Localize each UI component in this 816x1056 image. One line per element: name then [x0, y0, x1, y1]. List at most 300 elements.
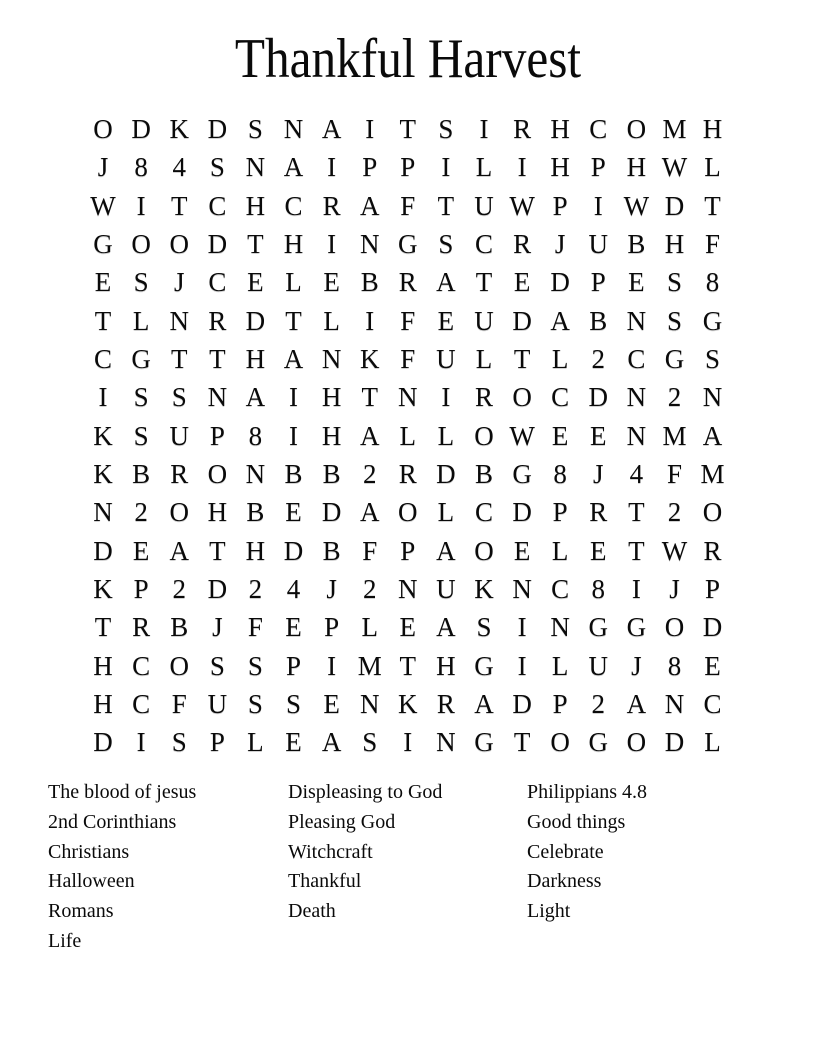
grid-cell: L — [399, 420, 417, 451]
grid-cell: A — [702, 420, 723, 451]
grid-cell: G — [398, 228, 418, 259]
grid-cell: D — [93, 535, 113, 566]
grid-cell: K — [93, 573, 113, 604]
grid-cell: O — [93, 114, 113, 144]
grid-cell: F — [400, 343, 416, 374]
grid-cell: D — [321, 497, 342, 528]
grid-cell: M — [662, 114, 687, 144]
grid-cell: N — [550, 612, 570, 643]
grid-cell: T — [94, 305, 112, 336]
grid-cell: U — [474, 190, 494, 221]
grid-cell: 8 — [553, 458, 567, 489]
page-title: Thankful Harvest — [234, 28, 582, 90]
grid-cell: T — [399, 650, 417, 681]
grid-cell: P — [324, 612, 340, 643]
grid-cell: R — [513, 228, 532, 259]
grid-cell: T — [628, 535, 645, 566]
grid-cell: D — [588, 382, 609, 413]
grid-cell: C — [589, 114, 608, 144]
grid-cell: C — [208, 267, 227, 298]
grid-cell: B — [170, 612, 189, 643]
grid-cell: E — [590, 420, 607, 451]
grid-cell: R — [474, 382, 493, 413]
grid-cell: N — [702, 382, 723, 413]
grid-cell: N — [321, 343, 342, 374]
grid-cell: A — [626, 688, 647, 719]
word-list-item: Thankful — [288, 870, 362, 893]
grid-cell: A — [474, 688, 494, 719]
grid-cell: 2 — [248, 573, 263, 604]
grid-cell: J — [554, 228, 566, 259]
grid-cell: S — [133, 382, 149, 413]
grid-cell: I — [365, 114, 375, 144]
grid-cell: D — [664, 727, 685, 758]
grid-cell: U — [588, 228, 609, 259]
grid-cell: D — [245, 305, 266, 336]
grid-cell: N — [626, 305, 647, 336]
grid-cell: E — [399, 612, 417, 643]
grid-cell: H — [550, 114, 570, 144]
grid-cell: N — [436, 727, 456, 758]
grid-cell: J — [669, 573, 680, 604]
grid-cell: P — [400, 535, 416, 566]
grid-cell: C — [474, 228, 493, 259]
grid-cell: 2 — [591, 688, 606, 719]
grid-cell: L — [361, 612, 378, 643]
grid-cell: P — [362, 152, 378, 183]
grid-cell: I — [441, 382, 451, 413]
grid-cell: L — [323, 305, 340, 336]
grid-cell: A — [321, 727, 342, 758]
grid-cell: I — [136, 727, 146, 758]
grid-cell: H — [550, 152, 570, 183]
grid-cell: S — [247, 650, 263, 681]
grid-cell: T — [437, 190, 455, 221]
grid-cell: R — [398, 458, 417, 489]
grid-cell: O — [169, 650, 189, 681]
grid-cell: U — [474, 305, 494, 336]
grid-cell: M — [700, 458, 725, 489]
word-list-item: Displeasing to God — [288, 781, 443, 803]
grid-cell: T — [628, 497, 645, 528]
grid-cell: S — [438, 114, 454, 144]
grid-cell: L — [132, 305, 150, 336]
grid-cell: H — [321, 382, 342, 413]
grid-cell: T — [170, 343, 188, 374]
grid-cell: L — [437, 497, 455, 528]
grid-cell: H — [321, 420, 342, 451]
grid-cell: F — [400, 190, 416, 221]
grid-cell: O — [550, 727, 570, 758]
grid-cell: D — [512, 497, 532, 528]
grid-cell: F — [666, 458, 682, 489]
grid-cell: O — [474, 535, 494, 566]
grid-cell: D — [550, 267, 570, 298]
grid-cell: S — [209, 650, 225, 681]
grid-cell: N — [245, 152, 266, 183]
grid-cell: L — [551, 343, 569, 374]
word-list-item: Romans — [48, 900, 114, 923]
grid-cell: D — [207, 114, 228, 144]
grid-cell: A — [359, 190, 380, 221]
grid-cell: R — [398, 267, 417, 298]
grid-cell: N — [398, 573, 418, 604]
grid-cell: N — [245, 458, 266, 489]
grid-cell: E — [94, 267, 112, 298]
grid-cell: R — [703, 535, 722, 566]
grid-cell: L — [437, 420, 455, 451]
grid-cell: N — [93, 497, 113, 528]
grid-cell: O — [702, 497, 723, 528]
grid-cell: D — [207, 228, 228, 259]
grid-cell: I — [403, 727, 413, 758]
grid-cell: K — [169, 114, 189, 144]
grid-cell: A — [359, 420, 380, 451]
grid-cell: A — [550, 305, 570, 336]
grid-cell: T — [170, 190, 188, 221]
word-list-item: Philippians 4.8 — [527, 781, 648, 803]
grid-cell: N — [169, 305, 189, 336]
grid-cell: H — [93, 650, 113, 681]
grid-cell: E — [132, 535, 150, 566]
grid-cell: K — [474, 573, 494, 604]
grid-cell: E — [323, 688, 340, 719]
grid-cell: S — [362, 727, 378, 758]
grid-cell: 4 — [286, 573, 301, 604]
grid-cell: A — [436, 535, 456, 566]
grid-cell: K — [398, 688, 418, 719]
grid-cell: O — [169, 228, 189, 259]
grid-cell: D — [512, 688, 532, 719]
word-search-grid — [84, 110, 732, 762]
grid-cell: D — [207, 573, 228, 604]
grid-cell: 2 — [362, 458, 377, 489]
grid-cell: 2 — [667, 497, 682, 528]
grid-cell: S — [666, 267, 682, 298]
grid-cell: C — [551, 382, 570, 413]
grid-cell: O — [474, 420, 494, 451]
grid-cell: D — [93, 727, 113, 758]
grid-cell: F — [171, 688, 187, 719]
word-list-item: Good things — [527, 810, 626, 833]
grid-cell: 2 — [362, 573, 377, 604]
grid-cell: K — [93, 420, 113, 451]
grid-cell: N — [512, 573, 532, 604]
grid-cell: O — [131, 228, 151, 259]
grid-cell: H — [283, 228, 304, 259]
grid-cell: C — [284, 190, 303, 221]
grid-cell: F — [247, 612, 263, 643]
grid-cell: R — [322, 190, 341, 221]
grid-cell: T — [399, 114, 417, 144]
grid-cell: I — [479, 114, 489, 144]
grid-cell: H — [93, 688, 113, 719]
grid-cell: P — [552, 190, 568, 221]
grid-cell: D — [702, 612, 723, 643]
grid-cell: P — [209, 727, 225, 758]
grid-cell: C — [208, 190, 227, 221]
grid-cell: C — [627, 343, 646, 374]
grid-cell: N — [207, 382, 228, 413]
grid-cell: C — [551, 573, 570, 604]
grid-cell: E — [285, 727, 302, 758]
grid-cell: T — [361, 382, 378, 413]
grid-cell: G — [588, 727, 609, 758]
grid-cell: H — [702, 114, 723, 144]
grid-cell: E — [628, 267, 645, 298]
word-list-item: Darkness — [527, 870, 602, 893]
grid-cell: B — [360, 267, 379, 298]
grid-cell: O — [169, 497, 189, 528]
grid-cell: F — [400, 305, 416, 336]
grid-cell: J — [593, 458, 604, 489]
grid-cell: W — [661, 535, 688, 566]
word-list-item: The blood of jesus — [48, 781, 197, 803]
grid-cell: W — [509, 190, 535, 221]
grid-cell: U — [207, 688, 228, 719]
grid-cell: J — [173, 267, 185, 298]
grid-cell: E — [323, 267, 340, 298]
grid-cell: A — [169, 535, 189, 566]
grid-cell: W — [90, 190, 116, 221]
grid-cell: T — [513, 343, 531, 374]
grid-cell: P — [552, 497, 568, 528]
word-list-item: Light — [527, 900, 571, 923]
word-list-item: Halloween — [48, 870, 135, 893]
grid-cell: D — [436, 458, 456, 489]
grid-cell: A — [321, 114, 342, 144]
grid-cell: E — [551, 420, 569, 451]
grid-cell: U — [436, 343, 456, 374]
grid-cell: C — [94, 343, 113, 374]
grid-cell: P — [552, 688, 568, 719]
grid-cell: T — [247, 228, 264, 259]
grid-cell: I — [327, 152, 337, 183]
grid-cell: L — [475, 343, 493, 374]
grid-cell: T — [475, 267, 493, 298]
grid-cell: D — [131, 114, 151, 144]
grid-cell: G — [93, 228, 113, 259]
grid-cell: S — [133, 420, 149, 451]
grid-cell: I — [289, 420, 299, 451]
grid-cell: E — [513, 535, 531, 566]
grid-cell: I — [441, 152, 451, 183]
word-list-item: Life — [48, 929, 82, 952]
word-list-column — [288, 778, 523, 927]
grid-cell: L — [285, 267, 302, 298]
grid-cell: P — [400, 152, 416, 183]
grid-cell: 8 — [591, 573, 606, 604]
grid-cell: S — [171, 727, 187, 758]
word-list-item: Death — [288, 900, 336, 923]
grid-cell: 8 — [667, 650, 682, 681]
grid-cell: G — [512, 458, 532, 489]
grid-cell: T — [513, 727, 531, 758]
grid-cell: E — [247, 267, 264, 298]
grid-cell: W — [623, 190, 650, 221]
grid-cell: G — [702, 305, 723, 336]
grid-cell: T — [704, 190, 721, 221]
grid-cell: S — [247, 114, 263, 144]
grid-cell: O — [398, 497, 418, 528]
grid-cell: E — [285, 612, 302, 643]
grid-cell: C — [132, 650, 151, 681]
grid-cell: I — [365, 305, 375, 336]
grid-cell: U — [169, 420, 189, 451]
grid-cell: D — [664, 190, 685, 221]
grid-cell: H — [245, 343, 266, 374]
grid-cell: B — [246, 497, 265, 528]
grid-cell: I — [289, 382, 299, 413]
grid-cell: I — [517, 152, 527, 183]
grid-cell: O — [207, 458, 228, 489]
grid-cell: L — [475, 152, 493, 183]
grid-cell: H — [436, 650, 456, 681]
grid-cell: O — [626, 727, 647, 758]
word-list-item: Witchcraft — [288, 840, 373, 863]
word-list-item: Christians — [48, 840, 130, 863]
grid-cell: A — [245, 382, 266, 413]
grid-cell: I — [517, 612, 527, 643]
grid-cell: S — [438, 228, 454, 259]
grid-cell: I — [631, 573, 641, 604]
grid-cell: H — [245, 535, 266, 566]
grid-cell: M — [357, 650, 382, 681]
grid-cell: I — [593, 190, 603, 221]
grid-cell: E — [704, 650, 721, 681]
grid-cell: 2 — [667, 382, 682, 413]
grid-cell: R — [208, 305, 227, 336]
grid-cell: P — [590, 267, 606, 298]
grid-cell: G — [664, 343, 685, 374]
grid-cell: B — [284, 458, 303, 489]
grid-cell: T — [209, 535, 226, 566]
grid-cell: J — [212, 612, 223, 643]
grid-cell: G — [131, 343, 151, 374]
grid-cell: S — [666, 305, 682, 336]
grid-cell: N — [398, 382, 418, 413]
grid-cell: K — [93, 458, 113, 489]
grid-cell: S — [705, 343, 721, 374]
grid-cell: P — [286, 650, 302, 681]
grid-cell: 8 — [705, 267, 720, 298]
grid-cell: 8 — [248, 420, 263, 451]
grid-cell: A — [436, 267, 456, 298]
grid-cell: B — [322, 458, 341, 489]
grid-cell: A — [283, 343, 304, 374]
grid-cell: L — [551, 535, 569, 566]
grid-cell: H — [626, 152, 647, 183]
grid-cell: J — [97, 152, 109, 183]
word-list-column — [48, 778, 283, 957]
grid-cell: 2 — [591, 343, 606, 374]
grid-cell: D — [512, 305, 532, 336]
grid-cell: B — [474, 458, 493, 489]
grid-cell: O — [626, 114, 647, 144]
grid-cell: N — [664, 688, 685, 719]
grid-cell: G — [588, 612, 609, 643]
grid-cell: B — [322, 535, 341, 566]
grid-cell: P — [705, 573, 721, 604]
grid-cell: I — [327, 228, 337, 259]
grid-cell: L — [247, 727, 264, 758]
grid-cell: S — [476, 612, 492, 643]
grid-cell: 2 — [172, 573, 186, 604]
grid-cell: R — [436, 688, 455, 719]
grid-cell: 4 — [629, 458, 644, 489]
grid-cell: 8 — [134, 152, 148, 183]
grid-cell: P — [209, 420, 225, 451]
grid-cell: H — [245, 190, 266, 221]
grid-cell: D — [283, 535, 304, 566]
grid-cell: I — [517, 650, 527, 681]
grid-cell: F — [362, 535, 378, 566]
grid-cell: M — [662, 420, 687, 451]
grid-cell: A — [359, 497, 380, 528]
word-list-item: Pleasing God — [288, 810, 396, 833]
grid-cell: C — [132, 688, 151, 719]
grid-cell: H — [207, 497, 228, 528]
grid-cell: N — [626, 420, 647, 451]
word-list-item: 2nd Corinthians — [48, 810, 177, 833]
grid-cell: S — [247, 688, 263, 719]
grid-cell: N — [283, 114, 304, 144]
grid-cell: W — [661, 152, 688, 183]
grid-cell: G — [626, 612, 647, 643]
grid-cell: T — [94, 612, 112, 643]
grid-cell: L — [551, 650, 569, 681]
grid-cell: B — [132, 458, 151, 489]
grid-cell: C — [474, 497, 493, 528]
grid-cell: L — [704, 727, 721, 758]
grid-cell: T — [285, 305, 302, 336]
grid-cell: H — [664, 228, 685, 259]
grid-cell: R — [589, 497, 608, 528]
grid-cell: 2 — [134, 497, 148, 528]
grid-cell: O — [664, 612, 685, 643]
grid-cell: R — [170, 458, 189, 489]
grid-cell: E — [285, 497, 302, 528]
grid-cell: L — [704, 152, 721, 183]
grid-cell: E — [590, 535, 607, 566]
grid-cell: I — [136, 190, 146, 221]
grid-cell: G — [474, 650, 494, 681]
grid-cell: A — [436, 612, 456, 643]
grid-cell: K — [359, 343, 380, 374]
grid-cell: J — [326, 573, 337, 604]
grid-cell: U — [588, 650, 609, 681]
grid-cell: P — [133, 573, 149, 604]
grid-cell: N — [626, 382, 647, 413]
grid-cell: T — [209, 343, 226, 374]
grid-cell: R — [132, 612, 151, 643]
grid-cell: P — [590, 152, 606, 183]
grid-cell: N — [359, 228, 380, 259]
word-list-column — [527, 778, 762, 927]
grid-cell: O — [512, 382, 532, 413]
grid-cell: R — [513, 114, 532, 144]
grid-cell: U — [436, 573, 456, 604]
grid-cell: N — [359, 688, 380, 719]
grid-cell: G — [474, 727, 494, 758]
grid-cell: W — [509, 420, 535, 451]
grid-cell: S — [171, 382, 187, 413]
grid-cell: E — [437, 305, 455, 336]
grid-cell: S — [286, 688, 302, 719]
grid-cell: S — [133, 267, 149, 298]
grid-cell: E — [513, 267, 531, 298]
grid-cell: B — [627, 228, 646, 259]
